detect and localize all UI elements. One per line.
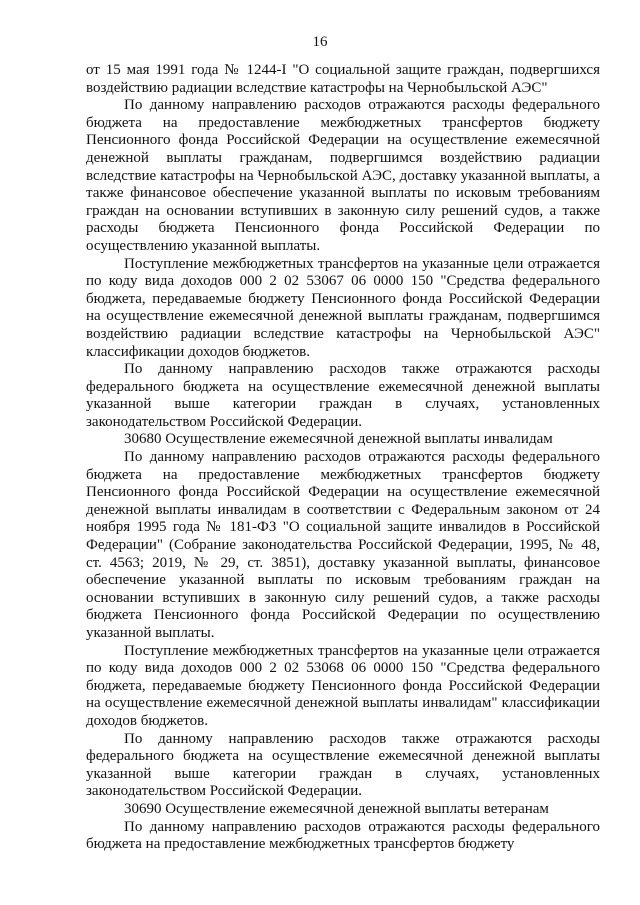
page-number: 16 [312,34,328,50]
paragraph: Поступление межбюджетных трансфертов на указанные цели отражается по коду вида доходов 000 2 02 53068 06 0000 150 "Средства федерального бюджета, передаваемые бюджету Пенсионного фонда Российской Федерации на осуществление ежемесячной денежной выплаты инвалидам" классификации доходов бюджетов. [86,642,600,729]
paragraph-continuation: от 15 мая 1991 года № 1244-I "О социальной защите граждан, подвергшихся воздействию радиации вследствие катастрофы на Чернобыльской АЭС" [86,62,600,96]
section-heading-30680: 30680 Осуществление ежемесячной денежной выплаты инвалидам [124,431,553,448]
section-heading-30690: 30690 Осуществление ежемесячной денежной выплаты ветеранам [124,800,549,817]
paragraph: По данному направлению расходов отражаются расходы федерального бюджета на предоставление межбюджетных трансфертов бюджету Пенсионного фонда Российской Федерации на осуществление ежемесячной денежной выплаты гражданам, подвергшимся воздействию радиации вследствие катастрофы на Чернобыльской АЭС, доставку указанной выплаты, а также финансовое обеспечение указанной выплаты по исковым требованиям граждан на основании вступивших в законную силу решений судов, а также расходы бюджета Пенсионного фонда Российской Федерации по осуществлению указанной выплаты. [86,97,600,254]
paragraph: По данному направлению расходов отражаются расходы федерального бюджета на предоставление межбюджетных трансфертов бюджету Пенсионного фонда Российской Федерации на осуществление ежемесячной денежной выплаты инвалидам в соответствии с Федеральным законом от 24 ноября 1995 года № 181-ФЗ "О социальной защите инвалидов в Российской Федерации" (Собрание законодательства Российской Федерации, 1995, № 48, ст. 4563; 2019, № 29, ст. 3851), доставку указанной выплаты, финансовое обеспечение указанной выплаты по исковым требованиям граждан на основании вступивших в законную силу решений судов, а также расходы бюджета Пенсионного фонда Российской Федерации по осуществлению указанной выплаты. [86,449,600,641]
paragraph: Поступление межбюджетных трансфертов на указанные цели отражается по коду вида доходов 000 2 02 53067 06 0000 150 "Средства федерального бюджета, передаваемые бюджету Пенсионного фонда Российской Федерации на осуществление ежемесячной денежной выплаты гражданам, подвергшимся воздействию радиации вследствие катастрофы на Чернобыльской АЭС" классификации доходов бюджетов. [86,255,600,360]
document-body [86,62,600,854]
paragraph: По данному направлению расходов отражаются расходы федерального бюджета на предоставление межбюджетных трансфертов бюджету [86,818,600,853]
paragraph: По данному направлению расходов также отражаются расходы федерального бюджета на осуществление ежемесячной денежной выплаты указанной выше категории граждан в случаях, установленных законодательством Российской Федерации. [86,361,600,430]
paragraph: По данному направлению расходов также отражаются расходы федерального бюджета на осуществление ежемесячной денежной выплаты указанной выше категории граждан в случаях, установленных законодательством Российской Федерации. [86,730,600,800]
